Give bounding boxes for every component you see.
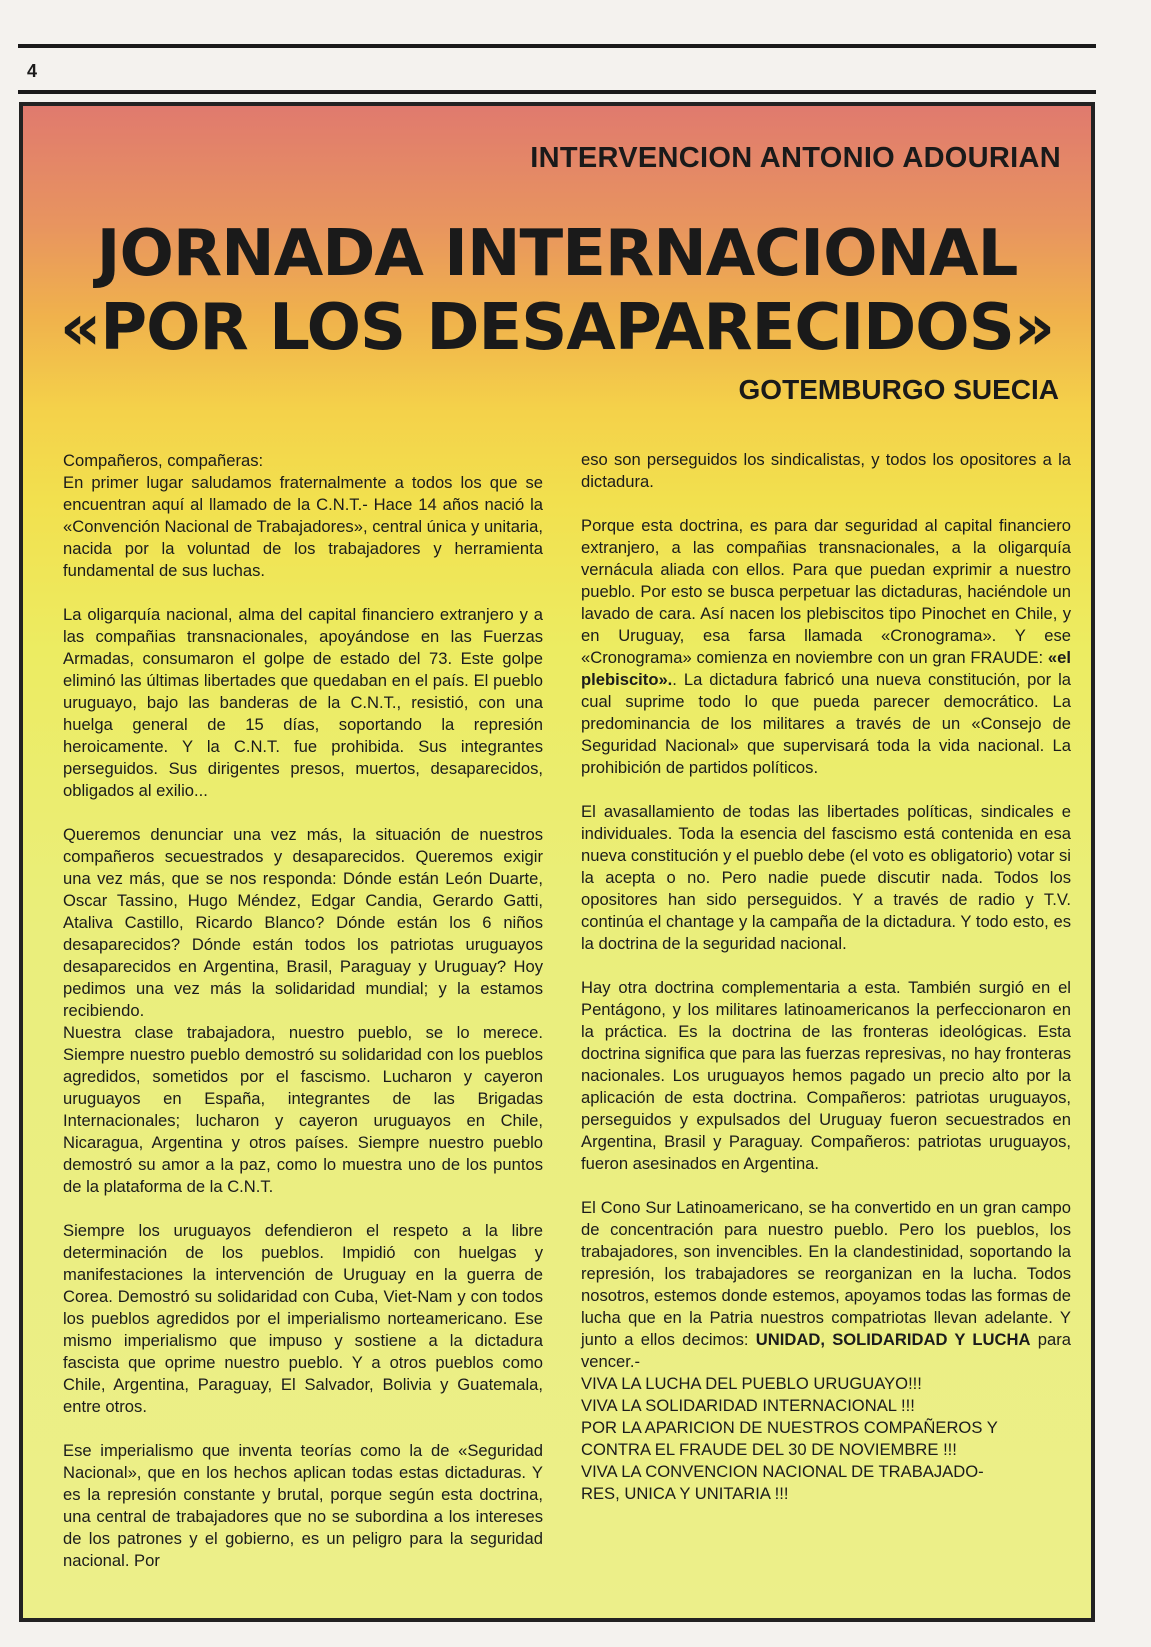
text-run: El Cono Sur Latinoamericano, se ha convertido en un gran campo de concentración para nuestro pueblo. Pero los pueblos, los trabajadores, son invencibles. En la clandestinidad, soportando la represión, los trabajadores se reorganizan en la lucha. Todos nosotros, estemos donde estemos, apoyamos todas las formas de lucha que en la Patria nuestros compatriotas llevan adelante. Y junto a ellos decimos:: [581, 1198, 1071, 1349]
paragraph: Nuestra clase trabajadora, nuestro pueblo, se lo merece. Siempre nuestro pueblo demostró su solidaridad con los pueblos agredidos, sometidos por el fascismo. Lucharon y cayeron uruguayos en España, integrantes de las Brigadas Internacionales; lucharon y cayeron uruguayos en Chile, Nicaragua, Argentina y otros países. Siempre nuestro pueblo demostró su amor a la paz, como lo muestra uno de los puntos de la plataforma de la C.N.T.: [63, 1023, 543, 1196]
page-number: 4: [27, 61, 38, 81]
closing-shout: VIVA LA SOLIDARIDAD INTERNACIONAL !!!: [581, 1396, 915, 1415]
paragraph: [581, 1197, 1071, 1373]
headline-line-2: «POR LOS DESAPARECIDOS»: [59, 291, 1055, 365]
paragraph: Hay otra doctrina complementaria a esta. También surgió en el Pentágono, y los militares latinoamericanos la perfeccionaron en la práctica. Es la doctrina de las fronteras ideológicas. Esta doctrina significa que para las fuerzas represivas, no hay fronteras nacionales. Los uruguayos hemos pagado un precio alto por la aplicación de esta doctrina. Compañeros: patriotas uruguayos, perseguidos y expulsados del Uruguay fueron secuestrados en Argentina, Brasil y Paraguay. Compañeros: patriotas uruguayos, fueron asesinados en Argentina.: [581, 978, 1071, 1173]
closing-shout: CONTRA EL FRAUDE DEL 30 DE NOVIEMBRE !!!: [581, 1440, 957, 1459]
plebiscito-emphasis: «el plebiscito».: [581, 648, 1071, 689]
paragraph: El avasallamiento de todas las libertades políticas, sindicales e individuales. Toda la esencia del fascismo está contenida en esa nueva constitución y el pueblo debe (el voto es obligatorio) votar si la acepta o no. Pero nadie puede discutir nada. Todos los opositores han sido perseguidos. Y a través de radio y T.V. continúa el chantage y la campaña de la dictadura. Y todo esto, es la doctrina de la seguridad nacional.: [581, 802, 1071, 953]
right-column: [581, 449, 1071, 1505]
text-run: para vencer.-: [581, 1330, 1071, 1371]
closing-shout: RES, UNICA Y UNITARIA !!!: [581, 1484, 789, 1503]
article-panel: [19, 102, 1095, 1622]
paragraph: La oligarquía nacional, alma del capital financiero extranjero y a las compañias transnacionales, apoyándose en las Fuerzas Armadas, consumaron el golpe de estado del 73. Este golpe eliminó las últimas libertades que quedaban en el país. El pueblo uruguayo, bajo las banderas de la C.N.T., resistió, con una huelga general de 15 días, soportando la represión heroicamente. Y la C.N.T. fue prohibida. Sus integrantes perseguidos. Sus dirigentes presos, muertos, desaparecidos, obligados al exilio...: [63, 605, 543, 800]
salutation: Compañeros, compañeras:: [63, 451, 264, 470]
closing-shout: POR LA APARICION DE NUESTROS COMPAÑEROS Y: [581, 1418, 998, 1437]
paragraph: Ese imperialismo que inventa teorías como la de «Seguridad Nacional», que en los hechos aplican todas estas dictaduras. Y es la represión constante y brutal, porque según esta doctrina, una central de trabajadores que no se subordina a los intereses de los patrones y el gobierno, es un peligro para la seguridad nacional. Por: [63, 1441, 543, 1570]
article-location: GOTEMBURGO SUECIA: [738, 374, 1059, 405]
text-run: . La dictadura fabricó una nueva constitución, por la cual suprime todo lo que pueda parecer democrático. La predominancia de los militares a través de un «Consejo de Seguridad Nacional» que supervisará toda la vida nacional. La prohibición de partidos políticos.: [581, 670, 1071, 777]
paragraph: En primer lugar saludamos fraternalmente a todos los que se encuentran aquí al llamado de la C.N.T.- Hace 14 años nació la «Convención Nacional de Trabajadores», central única y unitaria, nacida por la voluntad de los trabajadores y herramienta fundamental de sus luchas.: [63, 473, 543, 580]
paragraph: Queremos denunciar una vez más, la situación de nuestros compañeros secuestrados y desaparecidos. Queremos exigir una vez más, que se nos responda: Dónde están León Duarte, Oscar Tassino, Hugo Méndez, Edgar Candia, Gerardo Gatti, Ataliva Castillo, Ricardo Blanco? Dónde están los 6 niños desaparecidos? Dónde están todos los patriotas uruguayos desaparecidos en Argentina, Brasil, Paraguay y Uruguay? Hoy pedimos una vez más la solidaridad mundial; y la estamos recibiendo.: [63, 825, 543, 1020]
paragraph: [581, 515, 1071, 779]
header-rule-bottom: [18, 90, 1096, 94]
slogan-emphasis: UNIDAD, SOLIDARIDAD Y LUCHA: [755, 1330, 1031, 1349]
headline-line-1: JORNADA INTERNACIONAL: [96, 217, 1018, 291]
text-run: Porque esta doctrina, es para dar seguridad al capital financiero extranjero, a las compañias transnacionales, a la oligarquía vernácula aliada con ellos. Para que puedan exprimir a nuestro pueblo. Por esto se busca perpetuar las dictaduras, haciéndole un lavado de cara. Así nacen los plebiscitos tipo Pinochet en Chile, y en Uruguay, esa farsa llamada «Cronograma». Y ese «Cronograma» comienza en noviembre con un gran FRAUDE:: [581, 516, 1071, 667]
paragraph: Siempre los uruguayos defendieron el respeto a la libre determinación de los pueblos. Impidió con huelgas y manifestaciones la intervención de Uruguay en la guerra de Corea. Demostró su solidaridad con Cuba, Viet-Nam y con todos los pueblos agredidos por el imperialismo norteamericano. Ese mismo imperialismo que impuso y sostiene a la dictadura fascista que oprime nuestro pueblo. Y a otros pueblos como Chile, Argentina, Paraguay, El Salvador, Bolivia y Guatemala, entre otros.: [63, 1221, 543, 1416]
left-column: [63, 450, 543, 1572]
closing-shout: VIVA LA LUCHA DEL PUEBLO URUGUAYO!!!: [581, 1374, 922, 1393]
paragraph: eso son perseguidos los sindicalistas, y todos los opositores a la dictadura.: [581, 450, 1071, 491]
article-headline: [23, 217, 1091, 365]
article-kicker: INTERVENCION ANTONIO ADOURIAN: [530, 142, 1061, 174]
header-rule-top: [18, 44, 1096, 48]
closing-shout: VIVA LA CONVENCION NACIONAL DE TRABAJADO-: [581, 1462, 984, 1481]
